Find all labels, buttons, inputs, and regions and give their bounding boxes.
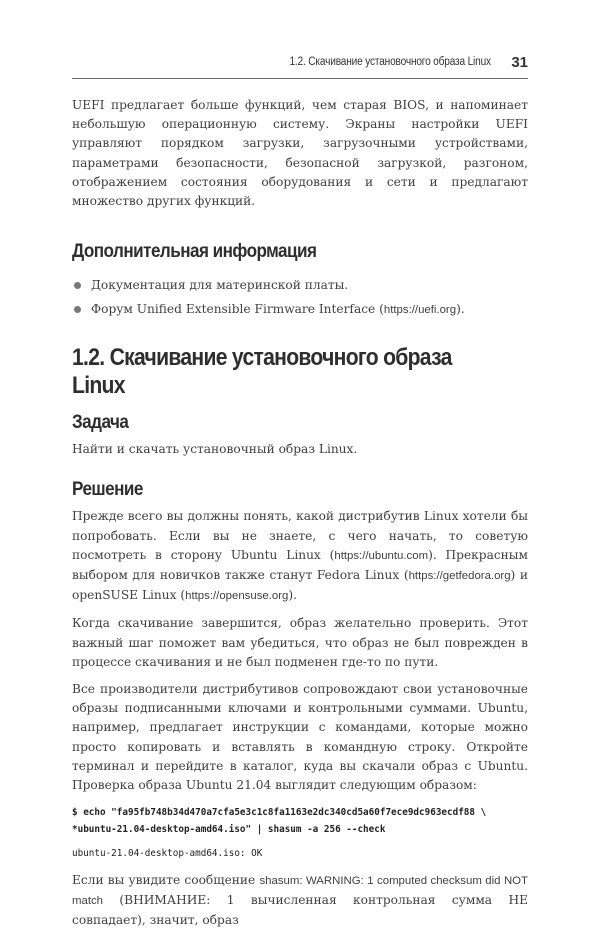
bullet-icon — [74, 306, 81, 313]
list-item-text: Форум Unified Extensible Firmware Interface ( — [91, 302, 384, 317]
list-item — [72, 297, 528, 322]
code-line: $ echo "fa95fb748b34d470a7cfa5e3c1c8fa1163e2dc340cd5a60f7ece9dc963ecdf88 \ — [72, 807, 487, 819]
warning-message: shasum: WARNING: 1 computed checksum did NOT match — [72, 874, 528, 907]
opensuse-link[interactable]: https://opensuse.org — [185, 590, 289, 603]
final-paragraph: Если вы увидите сообщение shasum: WARNING: 1 computed checksum did NOT match (ВНИМАНИЕ: 1 вычисленная контрольная сумма НЕ совпадает), значит, образ — [72, 872, 528, 928]
task-heading: Задача — [72, 412, 129, 434]
code-block — [72, 805, 528, 838]
more-info-list — [72, 273, 528, 322]
more-info-heading: Дополнительная информация — [72, 241, 317, 263]
solution-paragraph-3: Все производители дистрибутивов сопровождают свои установочные образы подписанными ключами и контрольными суммами. Ubuntu, например, предлагает инструкции с командами, которые можно просто копировать и вставлять в командную строку. Откройте терминал и перейдите в каталог, куда вы скачали образ с Ubuntu. Проверка образа Ubuntu 21.04 выглядит следующим образом: — [72, 682, 528, 793]
task-text: Найти и скачать установочный образ Linux. — [72, 442, 358, 457]
intro-paragraph: UEFI предлагает больше функций, чем старая BIOS, и напоминает небольшую операционную систему. Экраны настройки UEFI управляют порядком загрузки, загрузочными устройствами, параметрами безопасности, безопасной загрузкой, разгоном, отображением состояния оборудования и сети и предлагают множество других функций. — [72, 98, 528, 209]
page-content — [72, 96, 528, 930]
ubuntu-link[interactable]: https://ubuntu.com — [334, 549, 429, 562]
page-number: 31 — [511, 53, 528, 71]
fedora-link[interactable]: https://getfedora.org — [408, 570, 511, 583]
running-header — [72, 50, 528, 79]
solution-paragraph-1: Прежде всего вы должны понять, какой дистрибутив Linux хотели бы попробовать. Если вы не знаете, с чего начать, то советую посмотреть в сторону Ubuntu Linux (https://ubuntu.com). Прекрасным выбором для новичков также станут Fedora Linux (https://getfedora.org) и openSUSE Linux (https://opensuse.org). — [72, 509, 528, 603]
list-item-text: Документация для материнской платы. — [91, 278, 349, 293]
code-line: *ubuntu-21.04-desktop-amd64.iso" | shasum -a 256 --check — [72, 823, 386, 835]
running-header-title: 1.2. Скачивание установочного образа Linux — [289, 56, 492, 68]
list-item-suffix: ). — [456, 302, 465, 317]
solution-heading: Решение — [72, 479, 143, 501]
code-output: ubuntu-21.04-desktop-amd64.iso: OK — [72, 848, 263, 860]
solution-paragraph-2: Когда скачивание завершится, образ желательно проверить. Этот важный шаг поможет вам убедиться, что образ не был поврежден в процессе скачивания и не был подменен где-то по пути. — [72, 616, 528, 669]
uefi-link[interactable]: https://uefi.org — [383, 304, 457, 317]
list-item — [72, 273, 528, 297]
bullet-icon — [74, 282, 81, 289]
section-heading: 1.2. Скачивание установочного образа Linux — [72, 344, 452, 400]
